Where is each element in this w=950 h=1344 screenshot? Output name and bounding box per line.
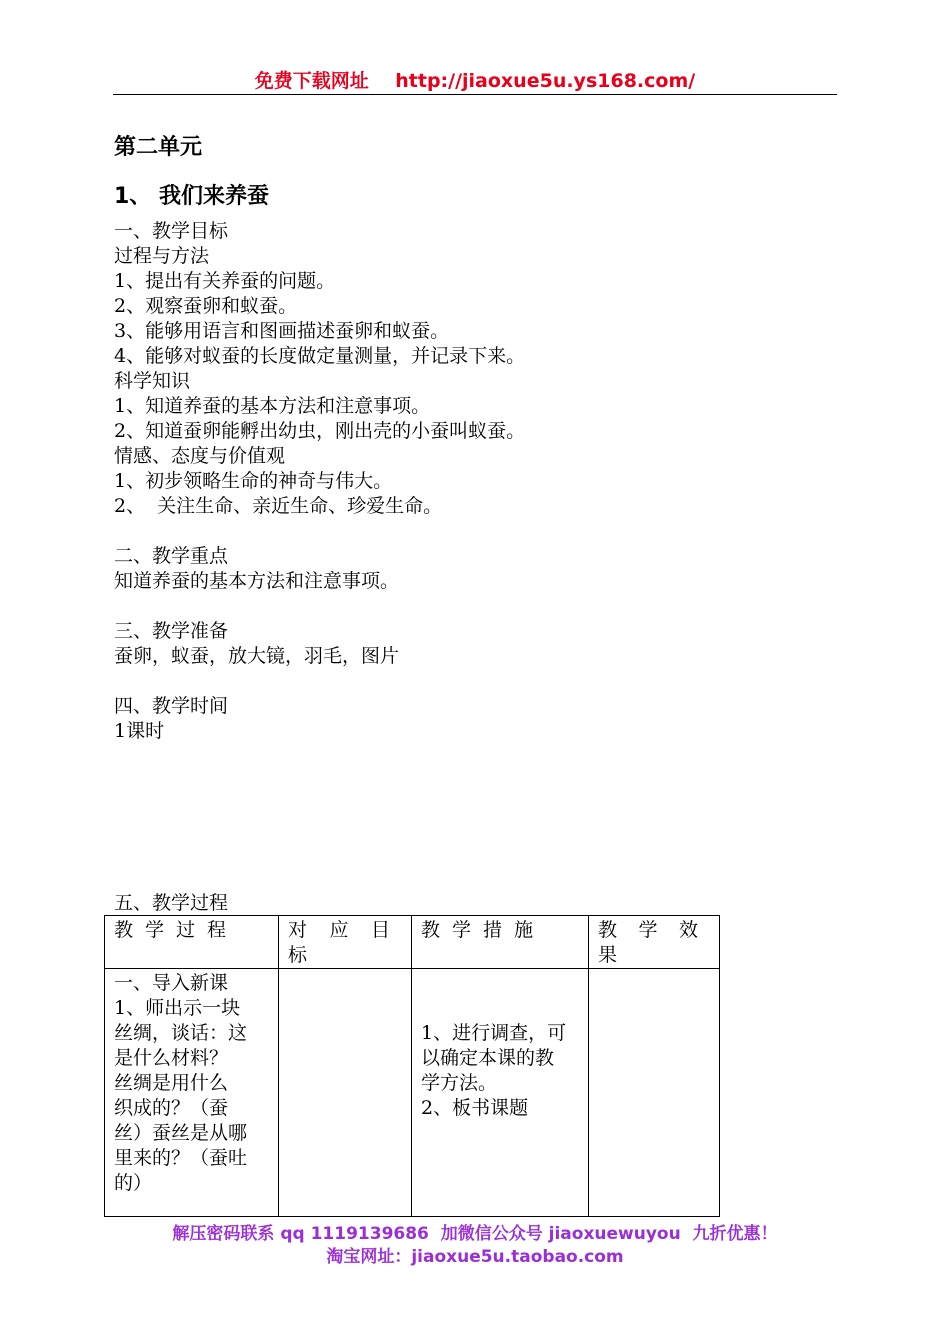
cell-spacer [421,971,579,1021]
lesson-title: 1、 我们来养蚕 [114,184,269,209]
list-item: 2、知道蚕卵能孵出幼虫，刚出壳的小蚕叫蚁蚕。 [114,420,526,442]
cell-measures [412,969,589,1217]
knowledge-heading: 科学知识 [114,370,191,392]
time-text: 1课时 [114,720,165,742]
cell-line: 丝绸，谈话：这 [114,1022,248,1044]
preparation-text: 蚕卵，蚁蚕，放大镜，羽毛，图片 [114,645,400,667]
unit-title: 第二单元 [114,135,203,160]
table-row [105,969,720,1217]
spacer [114,594,814,619]
time-heading: 四、教学时间 [114,695,229,717]
header-process: 教学过程 [105,916,279,969]
cell-line: 里来的？（蚕吐 [114,1147,248,1169]
cell-line: 1、进行调查，可 [421,1022,567,1044]
footer-contact: 解压密码联系 qq 1119139686 加微信公众号 jiaoxuewuyou 九折优惠！ [172,1224,778,1244]
cell-line: 丝）蚕丝是从哪 [114,1122,248,1144]
cell-process [105,969,279,1217]
cell-effect [589,969,720,1217]
cell-line: 以确定本课的教 [421,1047,555,1069]
emotion-heading: 情感、态度与价值观 [114,445,286,467]
header-divider [113,94,837,95]
list-item: 1、知道养蚕的基本方法和注意事项。 [114,395,431,417]
cell-line: 织成的？（蚕 [114,1097,229,1119]
spacer [114,519,814,544]
cell-line: 学方法。 [421,1072,498,1094]
table-header-row [105,916,720,969]
header-download-url: 免费下载网址 http://jiaoxue5u.ys168.com/ [254,70,696,92]
cell-line: 是什么材料？ [114,1047,229,1069]
cell-goal [279,969,412,1217]
key-points-heading: 二、教学重点 [114,545,229,567]
list-item: 3、能够用语言和图画描述蚕卵和蚁蚕。 [114,320,450,342]
header-measures: 教学措施 [412,916,589,969]
list-item: 2、 关注生命、亲近生命、珍爱生命。 [114,495,443,517]
process-method-heading: 过程与方法 [114,245,210,267]
spacer [114,669,814,694]
key-points-text: 知道养蚕的基本方法和注意事项。 [114,570,400,592]
objectives-heading: 一、教学目标 [114,220,229,242]
footer-taobao: 淘宝网址：jiaoxue5u.taobao.com [326,1247,624,1267]
cell-line: 2、板书课题 [421,1097,529,1119]
cell-line: 1、师出示一块 [114,997,241,1019]
lesson-content [114,219,814,744]
list-item: 2、观察蚕卵和蚁蚕。 [114,295,298,317]
cell-line: 的） [114,1172,153,1194]
cell-line: 一、导入新课 [114,972,229,994]
list-item: 1、初步领略生命的神奇与伟大。 [114,470,393,492]
header-effect: 教学效果 [589,916,720,969]
header-goal: 对应目标 [279,916,412,969]
teaching-process-table [104,915,720,1217]
list-item: 4、能够对蚁蚕的长度做定量测量，并记录下来。 [114,345,526,367]
cell-line: 丝绸是用什么 [114,1072,229,1094]
process-heading: 五、教学过程 [114,892,229,914]
preparation-heading: 三、教学准备 [114,620,229,642]
list-item: 1、提出有关养蚕的问题。 [114,270,336,292]
